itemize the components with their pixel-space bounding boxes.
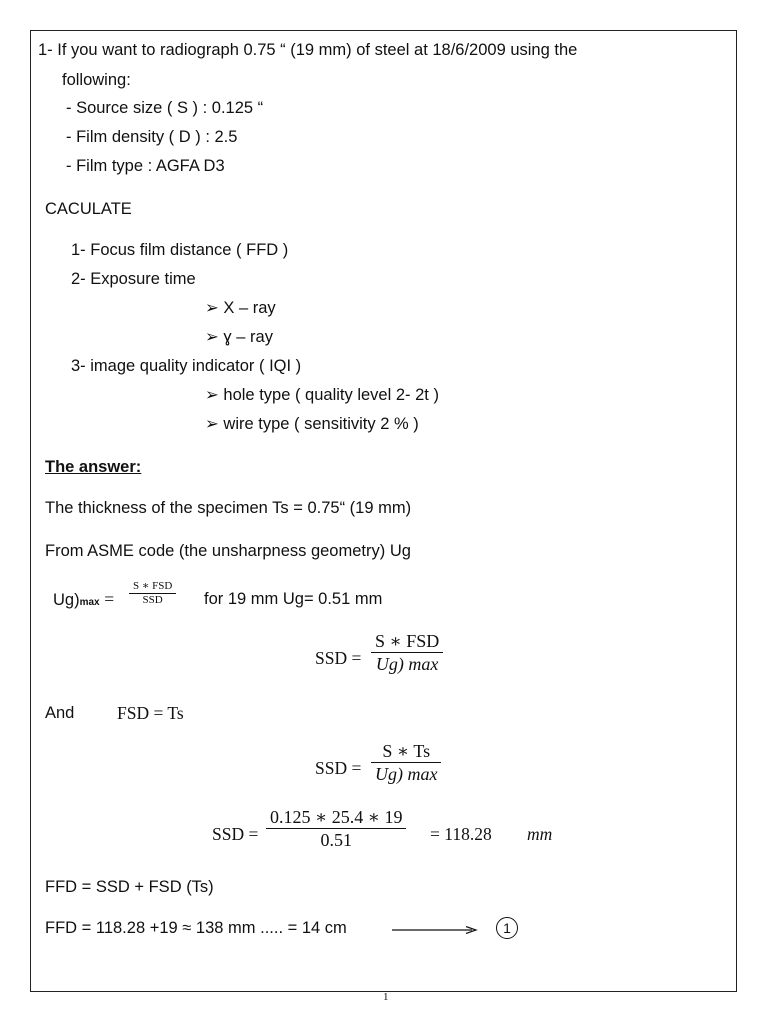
calc-item-exposure: 2- Exposure time <box>71 270 196 288</box>
ug-numerator: S ∗ FSD <box>133 580 173 592</box>
ssd2-denominator: Ug) max <box>375 764 438 784</box>
given-film-density: - Film density ( D ) : 2.5 <box>66 128 238 146</box>
ssd3-unit: mm <box>527 824 553 844</box>
ssd3-lhs: SSD = <box>212 824 259 844</box>
fsd-equation: FSD = Ts <box>117 703 184 723</box>
ssd1-numerator: S ∗ FSD <box>375 631 440 651</box>
calculate-heading: CACULATE <box>45 200 132 218</box>
calc-sub-gamma: ➢ ɣ – ray <box>205 328 273 346</box>
ssd3-result: = 118.28 <box>430 824 492 844</box>
ssd3-denominator: 0.51 <box>320 830 352 850</box>
ug-fraction <box>129 580 176 607</box>
thickness-text: The thickness of the specimen Ts = 0.75“ (19 mm) <box>45 499 412 517</box>
asme-text: From ASME code (the unsharpness geometry) Ug <box>45 542 411 560</box>
ffd-result: FFD = 118.28 +19 ≈ 138 mm ..... = 14 cm <box>45 919 347 937</box>
ug-denominator: SSD <box>142 594 163 606</box>
ssd1-lhs: SSD = <box>315 648 362 668</box>
calc-item-iqi: 3- image quality indicator ( IQI ) <box>71 357 302 375</box>
question-line-1: 1- If you want to radiograph 0.75 “ (19 mm) of steel at 18/6/2009 using the <box>38 41 578 59</box>
given-film-type: - Film type : AGFA D3 <box>66 157 225 175</box>
question-line-2: following: <box>62 71 131 89</box>
ffd-equation: FFD = SSD + FSD (Ts) <box>45 878 214 896</box>
ssd2-lhs: SSD = <box>315 758 362 778</box>
right-arrow-icon <box>392 926 478 934</box>
ssd3-fraction <box>266 806 406 851</box>
calc-sub-wire: ➢ wire type ( sensitivity 2 % ) <box>205 415 419 433</box>
ug-label: Ug)max = <box>53 589 115 609</box>
ssd3-numerator: 0.125 ∗ 25.4 ∗ 19 <box>270 807 403 827</box>
ssd1-denominator: Ug) max <box>375 654 439 674</box>
answer-heading: The answer: <box>45 458 142 476</box>
ug-note: for 19 mm Ug= 0.51 mm <box>204 590 383 608</box>
circled-number-badge: 1 <box>496 917 518 939</box>
given-source-size: - Source size ( S ) : 0.125 “ <box>66 99 264 117</box>
ssd1-fraction <box>371 630 443 675</box>
ssd2-numerator: S ∗ Ts <box>382 741 431 761</box>
calc-item-ffd: 1- Focus film distance ( FFD ) <box>71 241 289 259</box>
and-text: And <box>45 704 75 722</box>
ug-equals: = <box>104 589 115 609</box>
ssd2-fraction <box>371 740 441 785</box>
calc-sub-xray: ➢ X – ray <box>205 299 276 317</box>
ug-max-subscript: max <box>79 597 100 608</box>
page-number: 1 <box>383 991 389 1003</box>
calc-sub-hole: ➢ hole type ( quality level 2- 2t ) <box>205 386 439 404</box>
